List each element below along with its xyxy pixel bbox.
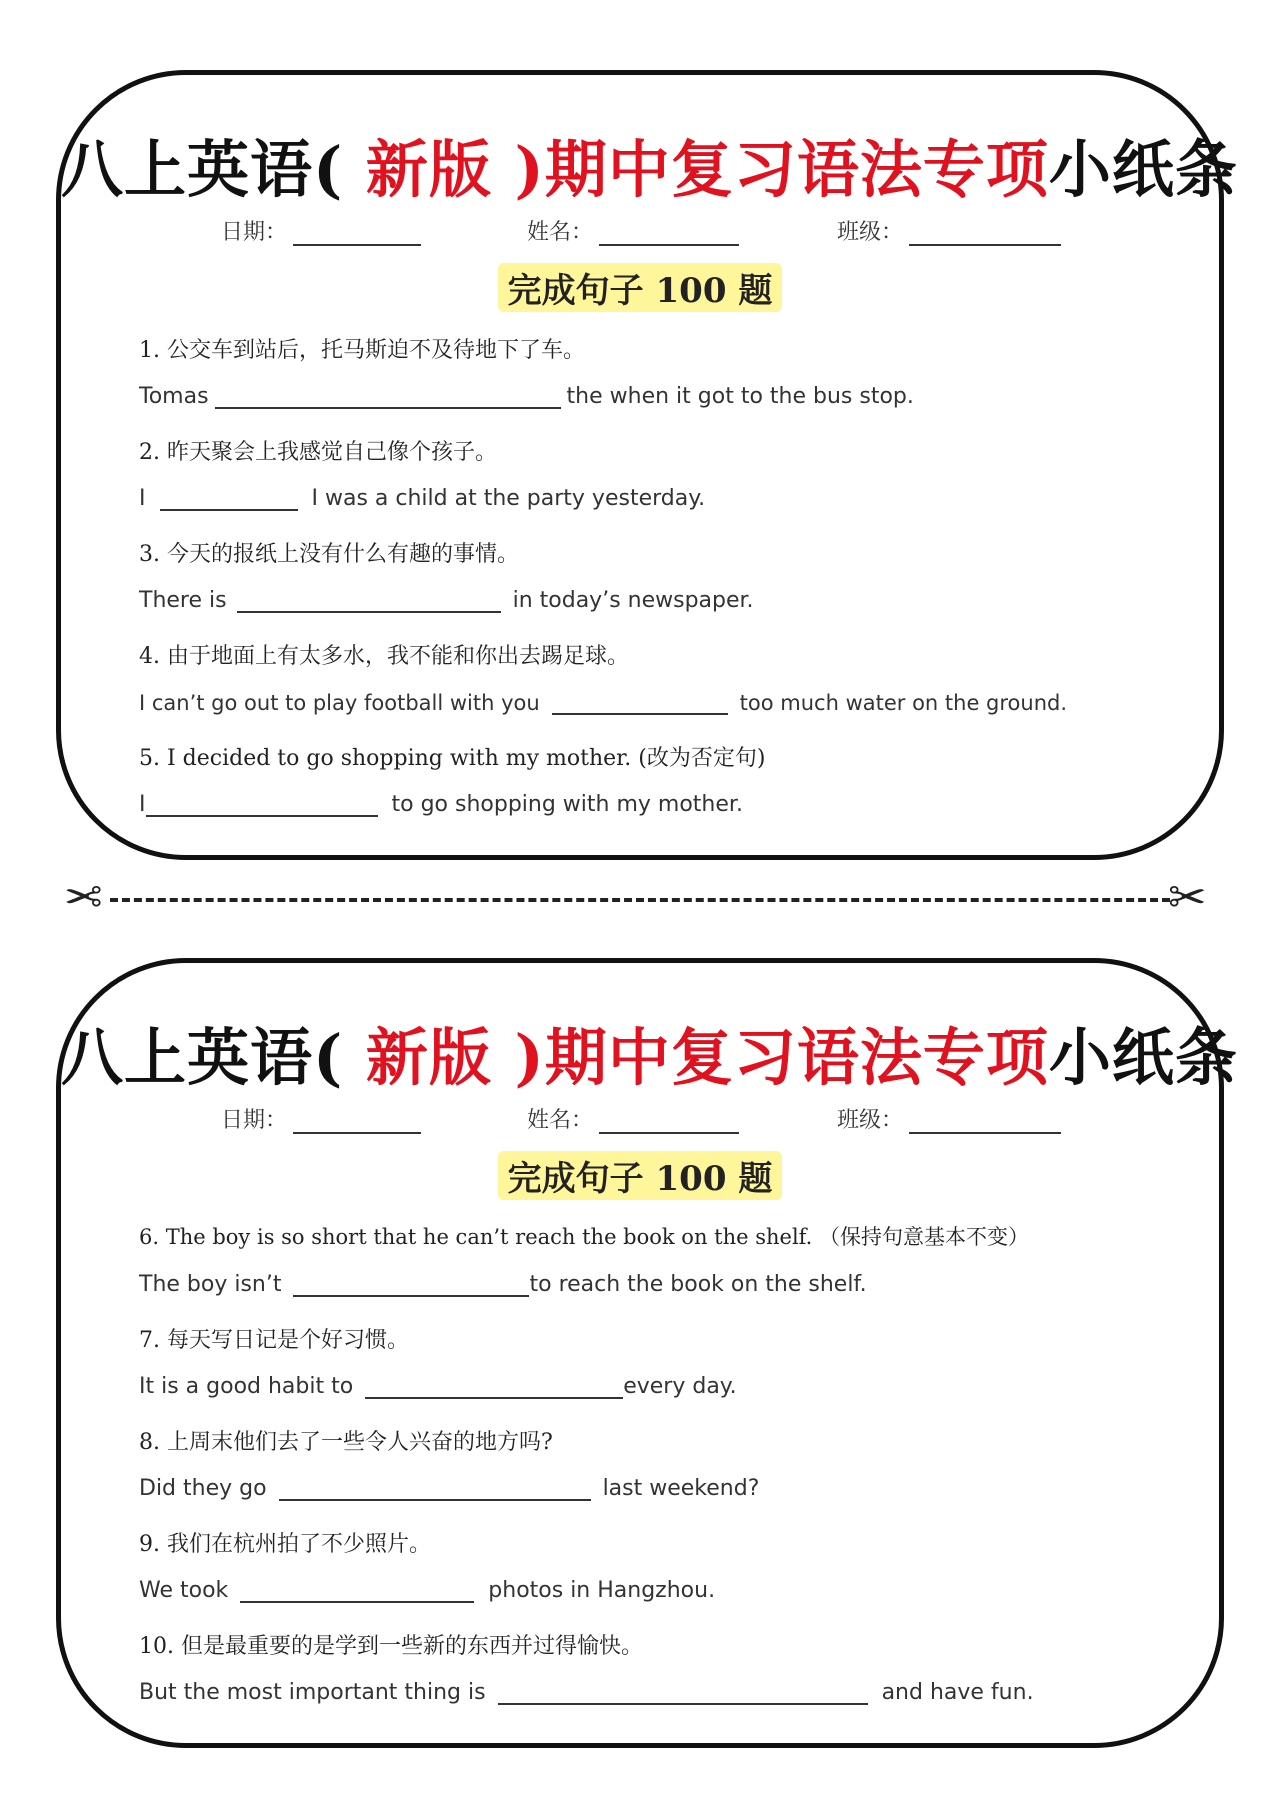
cut-line bbox=[110, 898, 1170, 902]
question-5-prompt: 5. I decided to go shopping with my mother. (改为否定句) bbox=[139, 746, 766, 771]
question-3-prompt: 3. 今天的报纸上没有什么有趣的事情。 bbox=[139, 542, 519, 567]
answer-blank[interactable] bbox=[240, 1577, 474, 1603]
question-1-answer: Tomas the when it got to the bus stop. bbox=[139, 384, 914, 409]
worksheet-card-1 bbox=[56, 70, 1238, 860]
date-blank[interactable] bbox=[293, 222, 421, 246]
question-7-prompt: 7. 每天写日记是个好习惯。 bbox=[139, 1328, 409, 1353]
question-9-answer: We took photos in Hangzhou. bbox=[139, 1578, 716, 1603]
info-row bbox=[61, 1103, 1219, 1133]
question-7-answer: It is a good habit to every day. bbox=[139, 1374, 737, 1399]
class-field: 班级： bbox=[837, 215, 1061, 246]
worksheet-card-2 bbox=[56, 958, 1238, 1748]
question-8-prompt: 8. 上周末他们去了一些令人兴奋的地方吗? bbox=[139, 1430, 553, 1455]
question-6-prompt: 6. The boy is so short that he can’t reach the book on the shelf. （保持句意基本不变） bbox=[139, 1225, 1030, 1249]
scissors-icon: ✂ bbox=[1168, 870, 1207, 924]
name-blank[interactable] bbox=[599, 222, 739, 246]
date-blank[interactable] bbox=[293, 1110, 421, 1134]
question-9-prompt: 9. 我们在杭州拍了不少照片。 bbox=[139, 1532, 431, 1557]
question-4-prompt: 4. 由于地面上有太多水，我不能和你出去踢足球。 bbox=[139, 644, 629, 669]
date-field: 日期： bbox=[221, 1103, 421, 1134]
question-4-answer: I can’t go out to play football with you too much water on the ground. bbox=[139, 691, 1068, 715]
question-10-answer: But the most important thing is and have fun. bbox=[139, 1680, 1034, 1705]
answer-blank[interactable] bbox=[498, 1679, 868, 1705]
question-1-prompt: 1. 公交车到站后，托马斯迫不及待地下了车。 bbox=[139, 338, 585, 363]
info-row bbox=[61, 215, 1219, 245]
question-10-prompt: 10. 但是最重要的是学到一些新的东西并过得愉快。 bbox=[139, 1634, 643, 1659]
subtitle: 完成句子 100 题 bbox=[61, 1151, 1219, 1200]
class-blank[interactable] bbox=[909, 1110, 1061, 1134]
answer-blank[interactable] bbox=[279, 1475, 591, 1501]
answer-blank[interactable] bbox=[365, 1373, 623, 1399]
question-2-prompt: 2. 昨天聚会上我感觉自己像个孩子。 bbox=[139, 440, 497, 465]
name-field: 姓名： bbox=[527, 215, 739, 246]
question-6-answer: The boy isn’t to reach the book on the shelf. bbox=[139, 1272, 867, 1297]
class-field: 班级： bbox=[837, 1103, 1061, 1134]
name-field: 姓名： bbox=[527, 1103, 739, 1134]
date-field: 日期： bbox=[221, 215, 421, 246]
question-5-answer: I to go shopping with my mother. bbox=[139, 792, 743, 817]
answer-blank[interactable] bbox=[146, 791, 378, 817]
question-2-answer: I I was a child at the party yesterday. bbox=[139, 486, 706, 511]
answer-blank[interactable] bbox=[160, 485, 298, 511]
worksheet-title: 八上英语( 新版 )期中复习语法专项小纸条 bbox=[61, 1021, 1238, 1094]
subtitle: 完成句子 100 题 bbox=[61, 263, 1219, 312]
answer-blank[interactable] bbox=[215, 383, 561, 409]
scissors-icon: ✂ bbox=[64, 870, 103, 924]
answer-blank[interactable] bbox=[293, 1271, 529, 1297]
question-3-answer: There is in today’s newspaper. bbox=[139, 588, 754, 613]
answer-blank[interactable] bbox=[237, 587, 501, 613]
worksheet-title: 八上英语( 新版 )期中复习语法专项小纸条 bbox=[61, 133, 1238, 206]
question-8-answer: Did they go last weekend? bbox=[139, 1476, 760, 1501]
class-blank[interactable] bbox=[909, 222, 1061, 246]
answer-blank[interactable] bbox=[552, 689, 728, 715]
name-blank[interactable] bbox=[599, 1110, 739, 1134]
